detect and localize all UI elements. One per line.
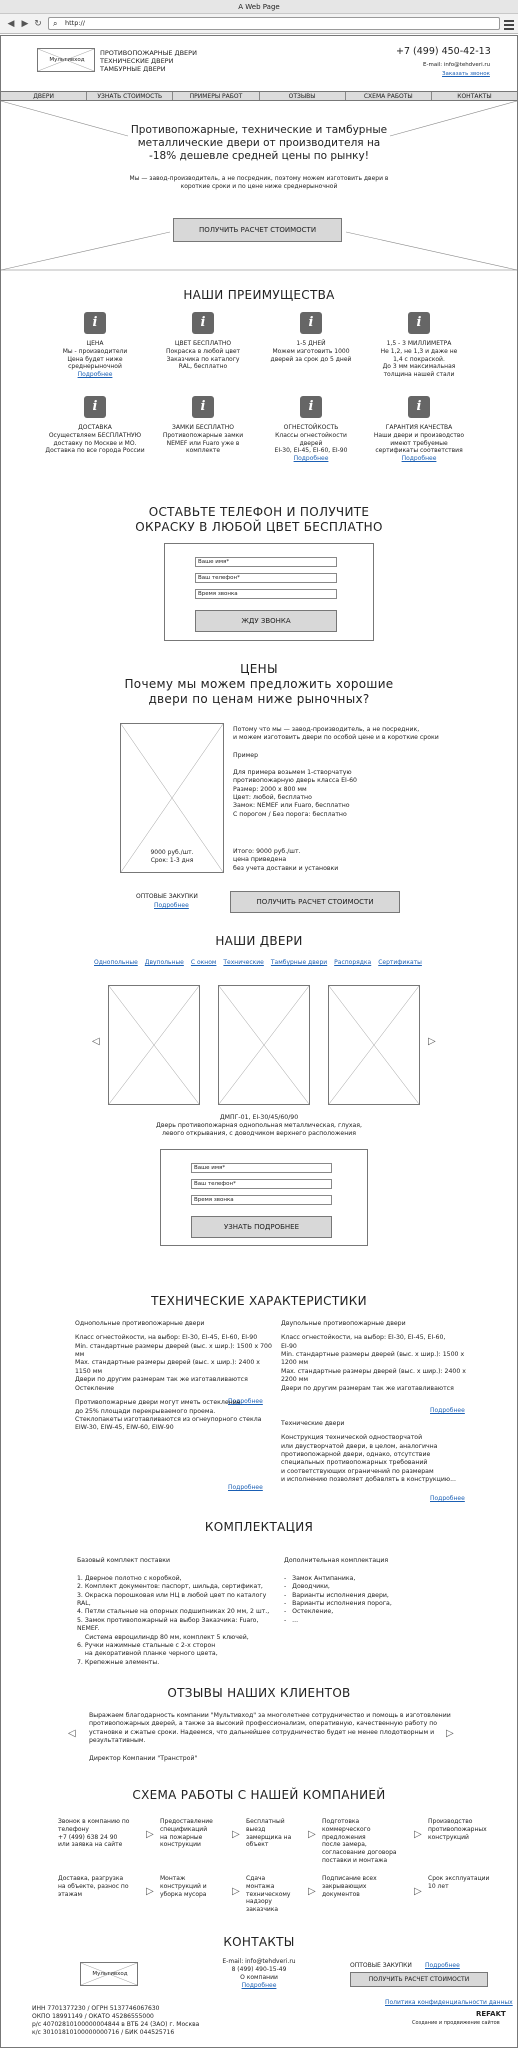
reviews-title: ОТЗЫВЫ НАШИХ КЛИЕНТОВ xyxy=(167,1686,351,1700)
scheme-step-line: заказчика xyxy=(246,1906,279,1914)
text-line: - Замок Антипаника, xyxy=(284,1575,356,1582)
spec-line: специальных противопожарных требований xyxy=(281,1459,428,1467)
scheme-step-line: Сдача xyxy=(246,1875,266,1882)
advantage-item xyxy=(148,396,258,455)
scheme-step-line: телефону xyxy=(58,1825,89,1833)
forward-icon[interactable]: ▶ xyxy=(21,19,29,29)
advantage-desc-line: сертификаты соответствия xyxy=(375,447,463,455)
name-input[interactable]: Ваше имя* xyxy=(195,557,337,567)
wholesale-more-link[interactable]: Подробнее xyxy=(154,902,189,909)
spec-line: Класс огнестойкости, на выбор: EI-30, EI-45, EI-60, xyxy=(281,1334,446,1342)
contacts-title: КОНТАКТЫ xyxy=(223,1935,295,1949)
text-line: RAL, xyxy=(77,1600,91,1608)
advantage-desc-line: доставку по Москве и МО. xyxy=(53,439,137,447)
text-line: - Доводчики, xyxy=(284,1583,330,1591)
door-tab[interactable]: Технические xyxy=(223,959,264,966)
door-tab[interactable]: Сертификаты xyxy=(378,959,422,966)
scheme-step-line: коммерческого xyxy=(322,1825,371,1833)
hero-subtitle xyxy=(0,175,518,191)
call-submit-button[interactable]: ЖДУ ЗВОНКА xyxy=(195,610,337,632)
text-line: Выражаем благодарность компании "Мультивход" за многолетнее сотрудничество и помощь в изготовлении xyxy=(89,1712,451,1719)
call-title xyxy=(0,505,518,535)
header-lines xyxy=(100,49,197,73)
door-tab[interactable]: Распорядка xyxy=(334,959,372,966)
prices-example-label: Пример xyxy=(233,752,259,759)
doors-title: НАШИ ДВЕРИ xyxy=(215,934,303,948)
scheme-step-line: этажам xyxy=(58,1890,83,1898)
spec-line: 1150 мм xyxy=(75,1367,103,1375)
name-input[interactable]: Ваше имя* xyxy=(191,1163,332,1173)
reload-icon[interactable]: ↻ xyxy=(34,19,42,29)
spec-heading: Однопольные противопожарные двери xyxy=(75,1320,205,1327)
scheme-step-line: Звонок в компанию по xyxy=(58,1818,130,1825)
text-line: 5. Замок противопожарный на выбор Заказчика: Fuaro, xyxy=(77,1616,259,1624)
spec-line: Двери по другим размерам так же изготавливаются xyxy=(281,1384,454,1392)
advantage-item xyxy=(364,312,474,379)
spec-heading: Остекление xyxy=(75,1385,115,1392)
advantage-title: ДОСТАВКА xyxy=(78,424,112,431)
time-input[interactable]: Время звонка xyxy=(195,589,337,599)
time-input[interactable]: Время звонка xyxy=(191,1195,332,1205)
hero-title-line: металлические двери от производителя на xyxy=(137,137,381,149)
spec-line: Противопожарные двери могут иметь остекление xyxy=(75,1399,241,1407)
scheme-step xyxy=(322,1818,404,1865)
step-arrow-icon: ▷ xyxy=(146,1829,154,1840)
price-image-price: 9000 руб./шт. xyxy=(150,849,194,856)
scheme-step-line: Монтаж xyxy=(160,1875,186,1882)
refakt-logo[interactable]: REFAKT xyxy=(476,2010,506,2018)
spec-line: и исполнению позволяет добавлять в конструкцию... xyxy=(281,1476,456,1484)
spec-more-link[interactable]: Подробнее xyxy=(228,1484,263,1491)
scheme-step-line: надзору xyxy=(246,1898,272,1906)
spec-line: EIW-30, EIW-45, EIW-60, EIW-90 xyxy=(75,1424,174,1432)
spec-line: и соответствующих ограничений по размерам xyxy=(281,1467,434,1475)
step-arrow-icon: ▷ xyxy=(308,1829,316,1840)
advantage-desc-line: Осуществляем БЕСПЛАТНУЮ xyxy=(48,431,142,439)
advantage-item xyxy=(40,396,150,455)
contacts-wholesale-link[interactable]: Подробнее xyxy=(425,1962,460,1969)
scheme-step-line: на объекте, разнос по xyxy=(58,1882,129,1890)
scheme-step-line: спецификаций xyxy=(160,1825,208,1833)
spec-block xyxy=(75,1320,272,1385)
refakt-caption: Создание и продвижение сайтов xyxy=(412,2020,500,2026)
privacy-link[interactable]: Политика конфиденциальности данных xyxy=(385,1999,513,2006)
text-line: на декоративной планке черного цвета, xyxy=(77,1650,218,1658)
price-image-caption xyxy=(120,849,224,865)
step-arrow-icon: ▷ xyxy=(146,1886,154,1897)
step-arrow-icon: ▷ xyxy=(414,1886,422,1897)
step-arrow-icon: ▷ xyxy=(232,1829,240,1840)
advantage-more-link[interactable]: Подробнее xyxy=(77,371,113,379)
text-line: - ... xyxy=(284,1616,299,1624)
info-icon: i xyxy=(300,396,322,418)
advantage-title: ОГНЕСТОЙКОСТЬ xyxy=(283,424,339,431)
text-line: 7. Крепежные элементы. xyxy=(77,1658,160,1666)
text-line: установке и сжатые сроки. Надеемся, что дальнейшее сотрудничество будет не менее плодотворным и xyxy=(89,1728,435,1736)
scheme-step xyxy=(58,1818,140,1849)
scheme-step-line: замерщика на xyxy=(246,1833,292,1841)
advantage-title: ЗАМКИ БЕСПЛАТНО xyxy=(172,424,234,431)
call-title-line: ОКРАСКУ В ЛЮБОЙ ЦВЕТ БЕСПЛАТНО xyxy=(135,520,383,534)
scheme-step xyxy=(428,1875,510,1891)
scheme-step-line: уборка мусора xyxy=(160,1890,207,1898)
advantage-desc-line: Заказчика по каталогу xyxy=(166,355,240,363)
complect-extra-list xyxy=(284,1575,392,1625)
header-line: ТЕХНИЧЕСКИЕ ДВЕРИ xyxy=(100,57,174,65)
scheme-step-line: Доставка, разгрузка xyxy=(58,1875,124,1882)
text-line: NEMEF. xyxy=(77,1625,100,1633)
scheme-step-line: Производство xyxy=(428,1818,473,1825)
scheme-step-line: объект xyxy=(246,1841,269,1849)
advantages-title: НАШИ ПРЕИМУЩЕСТВА xyxy=(183,288,335,302)
prices-text-1 xyxy=(233,726,439,743)
prices-text-3 xyxy=(233,769,357,819)
complect-base-list xyxy=(77,1575,269,1667)
scheme-step-line: Предоставление xyxy=(160,1818,213,1825)
door-image-3[interactable] xyxy=(328,985,420,1105)
text-line: ИНН 7701377230 / ОГРН 5137746067630 xyxy=(32,2005,160,2012)
next-arrow-icon[interactable]: ▷ xyxy=(428,1036,436,1047)
prices-title xyxy=(0,662,518,707)
scheme-step-line: предложения xyxy=(322,1833,366,1841)
text-line: С порогом / Без порога: бесплатно xyxy=(233,810,347,818)
spec-line: мм xyxy=(75,1351,85,1359)
advantage-title: 1,5 - 3 МИЛЛИМЕТРА xyxy=(386,340,452,347)
spec-line: Стеклопакеты изготавливаются из огнеупорного стекла xyxy=(75,1416,262,1424)
advantage-more-link[interactable]: Подробнее xyxy=(293,455,329,463)
advantage-desc-line: Классы огнестойкости xyxy=(275,431,347,439)
nav-item[interactable]: ДВЕРИ xyxy=(1,92,87,100)
requisites xyxy=(32,2005,199,2037)
prices-cta-button[interactable]: ПОЛУЧИТЬ РАСЧЕТ СТОИМОСТИ xyxy=(230,891,400,913)
scheme-step-line: Бесплатный xyxy=(246,1818,285,1825)
advantage-desc-line: Противопожарные замки xyxy=(162,431,244,439)
prev-arrow-icon[interactable]: ◁ xyxy=(92,1036,100,1047)
spec-more-link[interactable]: Подробнее xyxy=(228,1398,263,1405)
door-tab[interactable]: Однопольные xyxy=(94,959,138,966)
text-line: результативным. xyxy=(89,1737,146,1745)
scheme-step-line: техническому xyxy=(246,1890,291,1898)
info-icon: i xyxy=(192,312,214,334)
nav-item[interactable]: ОТЗЫВЫ xyxy=(260,92,346,100)
hamburger-menu-icon[interactable] xyxy=(504,18,514,30)
info-icon: i xyxy=(192,396,214,418)
advantage-desc-line: 1,4 с покраской. xyxy=(393,355,445,363)
contacts-cta-button[interactable]: ПОЛУЧИТЬ РАСЧЕТ СТОИМОСТИ xyxy=(350,1972,488,1987)
spec-heading: Двупольные противопожарные двери xyxy=(281,1320,406,1327)
text-line: противопожарную дверь класса EI-60 xyxy=(233,777,357,785)
info-icon: i xyxy=(408,396,430,418)
advantage-item xyxy=(40,312,150,379)
text-line: - Остекление, xyxy=(284,1608,334,1616)
contacts-phone: 8 (499) 490-15-49 xyxy=(231,1966,287,1973)
scheme-step-line: противопожарных xyxy=(428,1825,487,1833)
text-line: без учета доставки и установки xyxy=(233,864,339,872)
prices-title-line: двери по ценам ниже рыночных? xyxy=(148,692,370,706)
logo-text: Мультивход xyxy=(92,1971,128,1977)
advantage-desc-line: Мы - производители xyxy=(62,347,128,355)
browser-toolbar xyxy=(0,14,518,34)
text-line: Система евроцилиндр 80 мм, комплект 5 ключей, xyxy=(77,1633,249,1641)
scheme-step-line: +7 (499) 638 24 90 xyxy=(58,1833,118,1841)
spec-line: Max. стандартные размеры дверей (выс. x шир.): 2400 x xyxy=(281,1367,466,1375)
advantage-desc-line: комплекте xyxy=(185,447,221,455)
advantage-desc-line: среднерыночной xyxy=(68,363,122,371)
advantage-more-link[interactable]: Подробнее xyxy=(401,455,437,463)
spec-line: 1200 мм xyxy=(281,1359,309,1367)
advantage-desc-line: дверей xyxy=(299,439,323,447)
spec-line: Класс огнестойкости, на выбор: EI-30, EI-45, EI-60, EI-90 xyxy=(75,1334,258,1342)
text-line: Цвет: любой, бесплатно xyxy=(233,794,312,802)
scheme-step-line: конструкций xyxy=(428,1833,469,1841)
scheme-step-line: Подготовка xyxy=(322,1818,360,1825)
advantage-desc-line: Покраска в любой цвет xyxy=(165,347,241,355)
door-caption-line: левого открывания, с доводчиком верхнего расположения xyxy=(161,1130,357,1137)
hero-cta-button[interactable]: ПОЛУЧИТЬ РАСЧЕТ СТОИМОСТИ xyxy=(173,218,342,242)
scheme-step-line: закрывающих xyxy=(322,1882,367,1890)
window-title: A Web Page xyxy=(0,0,518,14)
door-caption-line: Дверь противопожарная однопольная металлическая, глухая, xyxy=(155,1122,362,1129)
nav-item[interactable]: СХЕМА РАБОТЫ xyxy=(346,92,432,100)
advantage-desc-line: RAL, бесплатно xyxy=(178,363,228,371)
scheme-step-line: согласование договора xyxy=(322,1849,397,1857)
phone-input[interactable]: Ваш телефон* xyxy=(191,1179,332,1189)
review-signature: Директор Компании "Транстрой" xyxy=(89,1755,198,1762)
door-image-1[interactable] xyxy=(108,985,200,1105)
scheme-step-line: после замера, xyxy=(322,1841,367,1849)
advantage-item xyxy=(148,312,258,371)
scheme-step-line: выезд xyxy=(246,1825,266,1833)
text-line: и можем изготовить двери по особой цене и в короткие сроки xyxy=(233,734,439,742)
advantage-desc-line: Наши двери и производство xyxy=(373,431,465,439)
text-line: Для примера возьмем 1-створчатую xyxy=(233,769,352,776)
address-bar[interactable] xyxy=(48,17,500,30)
scheme-step-line: Подписание всех xyxy=(322,1875,377,1882)
header-email: E-mail: info@tehdveri.ru xyxy=(423,62,491,68)
hero-subtitle-line: короткие сроки и по цене ниже среднерыночной xyxy=(180,183,338,190)
scheme-step xyxy=(428,1818,510,1841)
advantage-desc-line: имеют требуемые xyxy=(390,439,448,447)
advantage-desc-line: NEMEF или Fuaro уже в xyxy=(166,439,240,447)
text-line: Замок: NEMEF или Fuaro, бесплатно xyxy=(233,802,350,810)
header-phone: +7 (499) 450-42-13 xyxy=(396,46,491,57)
nav-item[interactable]: УЗНАТЬ СТОИМОСТЬ xyxy=(87,92,173,100)
spec-block xyxy=(75,1385,261,1433)
advantage-item xyxy=(256,396,366,463)
header-line: ПРОТИВОПОЖАРНЫЕ ДВЕРИ xyxy=(100,49,197,57)
spec-line: противопожарной двери, однако, отсутствие xyxy=(281,1451,431,1459)
advantage-item xyxy=(256,312,366,363)
advantage-desc-line: Можем изготовить 1000 xyxy=(272,347,350,355)
spec-line: 2200 мм xyxy=(281,1376,309,1384)
text-line: 3. Окраска порошковая или НЦ в любой цвет по каталогу xyxy=(77,1591,267,1599)
complect-title: КОМПЛЕКТАЦИЯ xyxy=(204,1520,314,1534)
url-text: http:// xyxy=(65,19,85,27)
text-line: Итого: 9000 руб./шт. xyxy=(233,848,301,855)
hero-title xyxy=(0,124,518,163)
scheme-title: СХЕМА РАБОТЫ С НАШЕЙ КОМПАНИЕЙ xyxy=(132,1788,386,1802)
prices-title-line: ЦЕНЫ xyxy=(240,662,278,676)
spec-line: Конструкция технической одностворчатой xyxy=(281,1434,423,1442)
text-line: к/с 30101810100000000716 / БИК 044525716 xyxy=(32,2029,175,2036)
complect-base-heading: Базовый комплект поставки xyxy=(77,1557,170,1564)
review-text xyxy=(89,1712,451,1745)
info-icon: i xyxy=(84,312,106,334)
advantage-title: 1-5 ДНЕЙ xyxy=(296,340,326,347)
spec-line: Min. стандартные размеры дверей (выс. x шир.): 1500 x xyxy=(281,1351,465,1359)
advantage-desc-line: Цена будет ниже xyxy=(67,355,123,363)
spec-line: Max. стандартные размеры дверей (выс. x шир.): 2400 x xyxy=(75,1359,260,1367)
scheme-step-line: на пожарные xyxy=(160,1833,203,1841)
text-line: - Варианты исполнения двери, xyxy=(284,1591,389,1599)
text-line: Размер: 2000 х 800 мм xyxy=(233,785,307,793)
specs-title: ТЕХНИЧЕСКИЕ ХАРАКТЕРИСТИКИ xyxy=(151,1294,367,1308)
spec-line: EI-90 xyxy=(281,1342,297,1350)
door-tab[interactable]: Тамбурные двери xyxy=(270,959,328,966)
text-line: 6. Ручки нажимные стальные с 2-х сторон xyxy=(77,1641,216,1649)
spec-line: до 25% площади перекрываемого проема. xyxy=(75,1407,216,1415)
doors-tabs xyxy=(94,959,422,967)
scheme-step-line: документов xyxy=(322,1890,360,1898)
scheme-step-line: или заявка на сайте xyxy=(58,1841,123,1849)
spec-more-link[interactable]: Подробнее xyxy=(430,1495,465,1502)
nav-item[interactable]: КОНТАКТЫ xyxy=(457,93,492,100)
step-arrow-icon: ▷ xyxy=(308,1886,316,1897)
door-tab[interactable]: С окном xyxy=(190,959,217,966)
price-image-term: Срок: 1-3 дня xyxy=(150,856,194,864)
text-line: 2. Комплект документов: паспорт, шильда, сертификат, xyxy=(77,1583,263,1591)
contacts-more-link[interactable]: Подробнее xyxy=(241,1982,277,1989)
doors-submit-button[interactable]: УЗНАТЬ ПОДРОБНЕЕ xyxy=(191,1216,332,1238)
spec-line: или двустворчатой двери, в целом, аналогична xyxy=(281,1442,438,1450)
advantage-title: ЦВЕТ БЕСПЛАТНО xyxy=(174,340,232,347)
scheme-step-line: конструкции xyxy=(160,1841,201,1849)
advantage-desc-line: EI-30, EI-45, EI-60, EI-90 xyxy=(274,447,348,455)
spec-line: Двери по другим размерам так же изготавливаются xyxy=(75,1376,248,1384)
advantage-desc-line: дверей за срок до 5 дней xyxy=(270,355,352,363)
nav-item[interactable]: ПРИМЕРЫ РАБОТ xyxy=(173,92,259,100)
text-line: 4. Петли стальные на опорных подшипниках 20 мм, 2 шт., xyxy=(77,1608,270,1616)
info-icon: i xyxy=(408,312,430,334)
prev-arrow-icon[interactable]: ◁ xyxy=(68,1728,76,1739)
advantage-desc-line: До 3 мм максимальная xyxy=(382,363,456,371)
call-title-line: ОСТАВЬТЕ ТЕЛЕФОН И ПОЛУЧИТЕ xyxy=(148,505,370,519)
door-caption xyxy=(0,1114,518,1138)
spec-block xyxy=(281,1320,466,1393)
back-icon[interactable]: ◀ xyxy=(7,19,15,29)
info-icon: i xyxy=(84,396,106,418)
text-line: р/с 40702810100000004844 в ВТБ 24 (ЗАО) г. Москва xyxy=(32,2021,200,2028)
prices-text-4 xyxy=(233,848,338,873)
text-line: ОКПО 18991149 / ОКАТО 45286555000 xyxy=(32,2013,154,2020)
next-arrow-icon[interactable]: ▷ xyxy=(446,1728,454,1739)
scheme-step xyxy=(322,1875,404,1898)
spec-heading: Технические двери xyxy=(281,1420,345,1427)
door-tab[interactable]: Двупольные xyxy=(144,959,184,966)
scheme-step-line: 10 лет xyxy=(428,1882,449,1890)
scheme-step-line: монтажа xyxy=(246,1882,275,1890)
scheme-step-line: поставки и монтажа xyxy=(322,1856,388,1864)
text-line: противопожарных дверей, а также за высокий профессионализм, оперативную, качественную работу по xyxy=(89,1720,438,1728)
wholesale-label: ОПТОВЫЕ ЗАКУПКИ xyxy=(136,893,198,900)
main-nav xyxy=(1,91,517,101)
advantage-desc-line: Не 1,2, не 1,3 и даже не xyxy=(380,347,458,355)
scheme-step xyxy=(58,1875,140,1898)
hero-subtitle-line: Мы — завод-производитель, а не посредник, поэтому можем изготовить двери в xyxy=(129,175,389,182)
hero-title-line: -18% дешевле средней цены по рынку! xyxy=(149,150,369,162)
scheme-step-line: конструкций и xyxy=(160,1882,207,1890)
contacts-about: О компании xyxy=(240,1974,278,1981)
text-line: Потому что мы — завод-производитель, а не посредник, xyxy=(233,726,420,733)
phone-input[interactable]: Ваш телефон* xyxy=(195,573,337,583)
text-line: 1. Дверное полотно с коробкой, xyxy=(77,1575,182,1582)
door-caption-line: ДМПГ-01, EI-30/45/60/90 xyxy=(219,1114,299,1121)
spec-line: Min. стандартные размеры дверей (выс. x шир.): 1500 x 700 xyxy=(75,1342,272,1350)
spec-block xyxy=(281,1420,456,1485)
logo[interactable] xyxy=(37,48,95,72)
contacts-email: E-mail: info@tehdveri.ru xyxy=(222,1958,296,1965)
advantage-desc-line: Доставка по все города России xyxy=(45,447,145,455)
door-image-2[interactable] xyxy=(218,985,310,1105)
advantage-desc-line: толщина нашей стали xyxy=(383,371,455,379)
logo-text: Мультивход xyxy=(49,57,85,63)
step-arrow-icon: ▷ xyxy=(232,1886,240,1897)
hero-title-line: Противопожарные, технические и тамбурные xyxy=(130,124,388,136)
scheme-step xyxy=(160,1818,242,1849)
scheme-step-line: Срок эксплуатации xyxy=(428,1875,490,1882)
complect-extra-heading: Дополнительная комплектация xyxy=(284,1557,389,1564)
advantage-item xyxy=(364,396,474,463)
info-icon: i xyxy=(300,312,322,334)
text-line: цена приведена xyxy=(233,856,287,864)
text-line: - Варианты исполнения порога, xyxy=(284,1600,392,1608)
search-icon: ⌕ xyxy=(53,19,58,28)
spec-more-link[interactable]: Подробнее xyxy=(430,1407,465,1414)
contacts-wholesale: ОПТОВЫЕ ЗАКУПКИ xyxy=(350,1962,412,1969)
step-arrow-icon: ▷ xyxy=(414,1829,422,1840)
header-line: ТАМБУРНЫЕ ДВЕРИ xyxy=(100,65,166,73)
prices-title-line: Почему мы можем предложить хорошие xyxy=(124,677,394,691)
advantage-title: ЦЕНА xyxy=(86,340,104,347)
callback-link[interactable]: Заказать звонок xyxy=(442,71,490,77)
scheme-step xyxy=(160,1875,242,1898)
advantage-title: ГАРАНТИЯ КАЧЕСТВА xyxy=(385,424,453,431)
